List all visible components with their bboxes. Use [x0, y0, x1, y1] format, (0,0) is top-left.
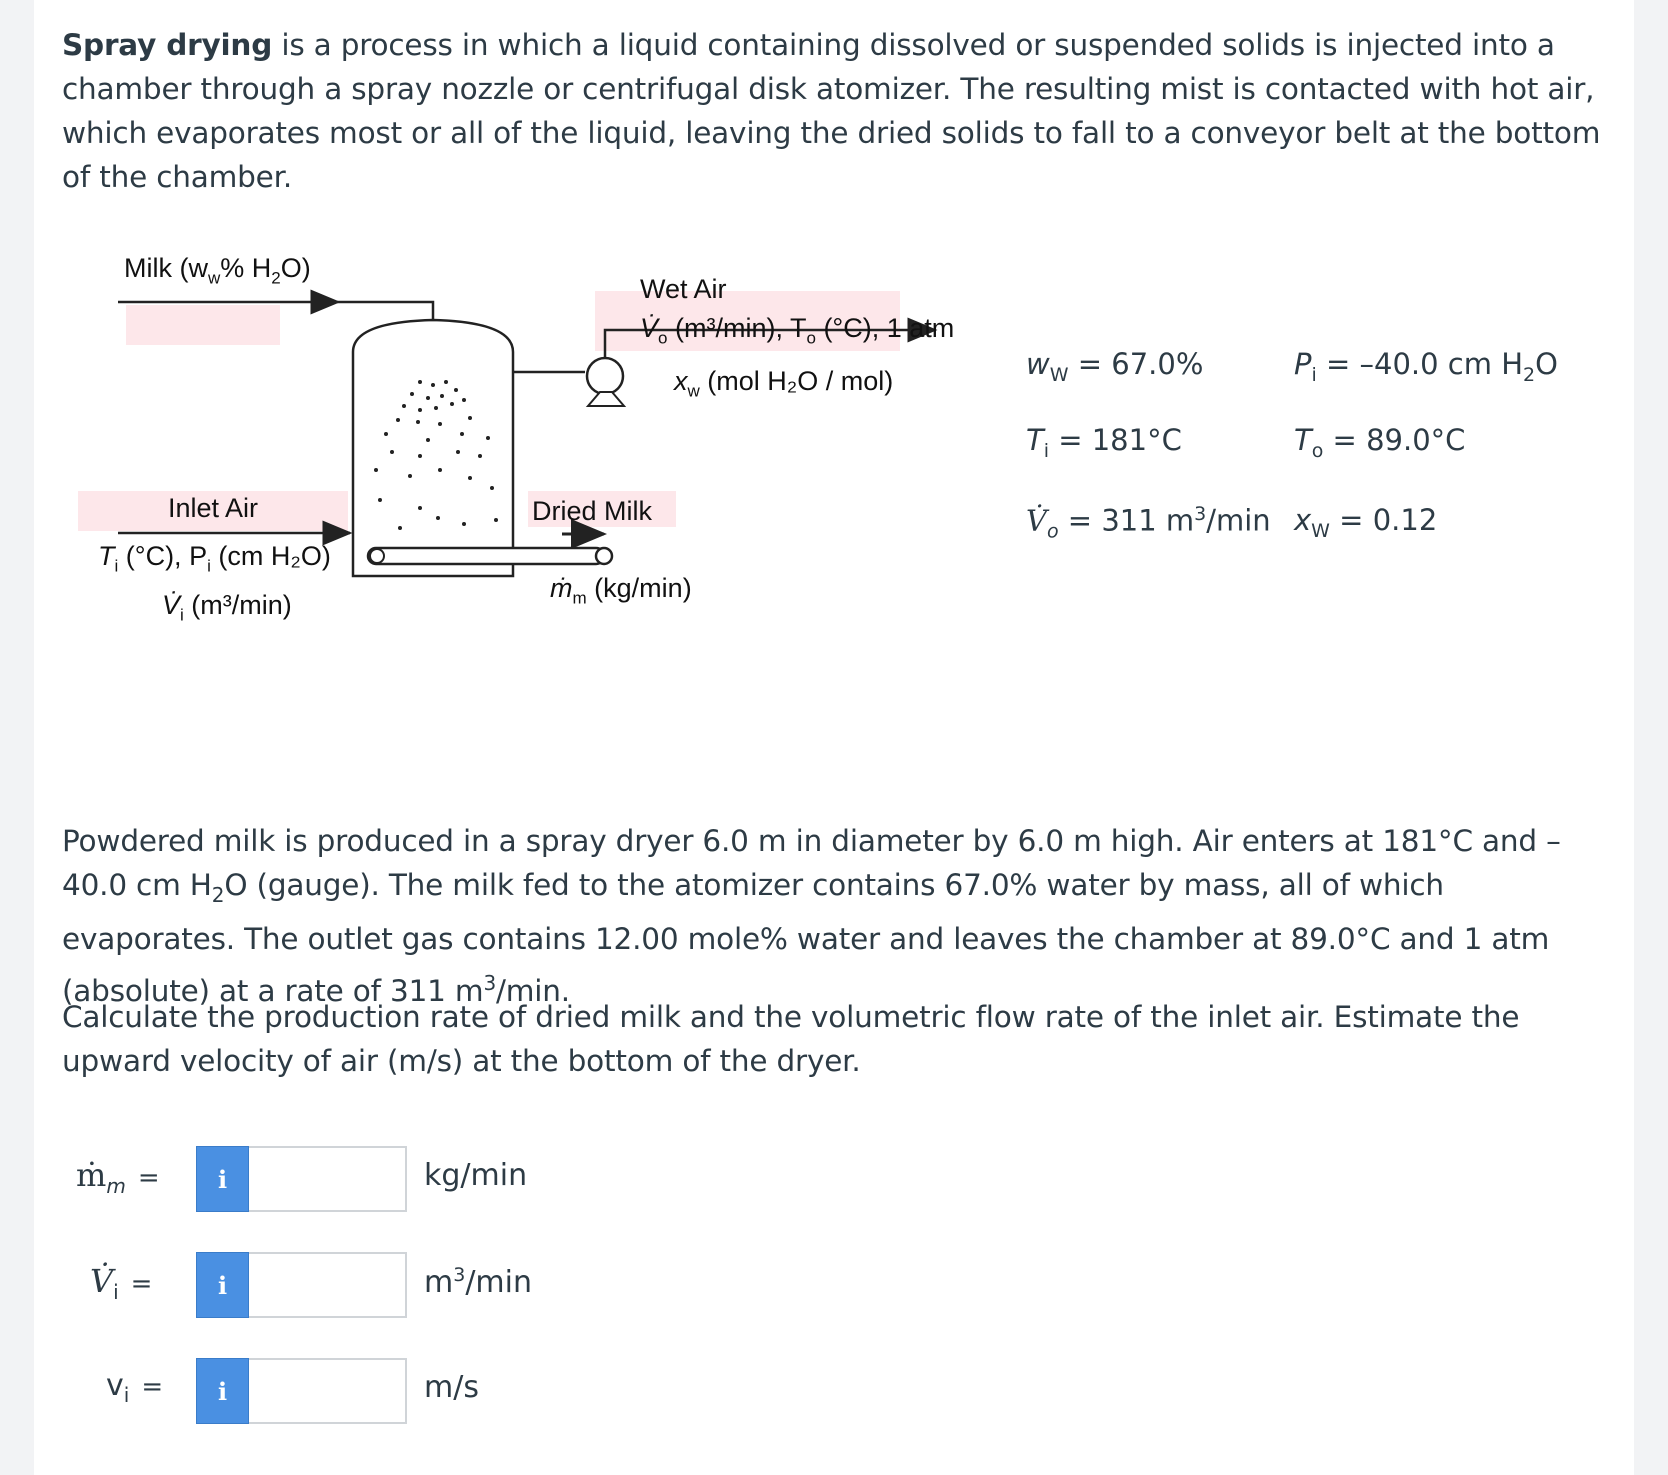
answer-label: $V̇_i$ =: [90, 1262, 153, 1304]
dried-milk-label: Dried Milk: [532, 496, 653, 526]
answer-label: $v_i$ =: [106, 1368, 164, 1407]
answer-input-mm[interactable]: [249, 1146, 407, 1212]
info-button[interactable]: i: [196, 1146, 249, 1212]
answer-unit: m/s: [424, 1370, 479, 1405]
dried-milk-rate-label: ṁ$_m$ (kg/min): [550, 573, 692, 608]
given-ti: $T_i = 181^\circ C$: [1026, 423, 1182, 462]
given-vo: $V̇_o = 311$ $m^3/\min$: [1026, 503, 1271, 543]
inlet-air-flow-label: $V̇_i$ (m³/min): [162, 590, 292, 625]
inlet-air-conditions-label: $T_i$ (°C), $P_i$ (cm H₂O): [98, 541, 331, 576]
wet-air-flow-label: $V̇_o$ (m³/min), $T_o$ (°C), 1 atm: [640, 313, 955, 348]
info-button[interactable]: i: [196, 1358, 249, 1424]
intro-text: is a process in which a liquid containing dissolved or suspended solids is injected into a chamber through a spray nozzle or centrifugal disk atomizer. The resulting mist is contacted with hot air, which evaporates most or all of the liquid, leaving the dried solids to fall to a conveyor belt at the bottom of the chamber.: [62, 28, 1601, 194]
answer-label: ṁ$_m$ =: [76, 1156, 160, 1198]
wet-air-label: Wet Air: [640, 274, 727, 304]
intro-term: Spray drying: [62, 28, 273, 62]
given-pi: $P_i = -40.0$ cm $H_2O$: [1294, 347, 1558, 386]
given-ww: $w_W = 67.0\%$: [1026, 347, 1204, 386]
milk-label: Milk ($w_w\%$ $H_2O$): [124, 253, 311, 288]
answer-input-vi-velocity[interactable]: [249, 1358, 407, 1424]
inlet-air-label: Inlet Air: [168, 493, 259, 523]
problem-statement: Powdered milk is produced in a spray dryer 6.0 m in diameter by 6.0 m high. Air enters at 181°C and –40.0 cm $H_2O$ (gauge). The milk fed to the atomizer contains 67.0% water by mass, all of which evaporates. The outlet gas contains 12.00 mole% water and leaves the chamber at 89.0°C and 1 atm (absolute) at a rate of 311 $m^3/\min$.: [62, 824, 1561, 1008]
given-xw: $x_W = 0.12$: [1294, 503, 1438, 542]
answer-unit: $m^3/\min$: [424, 1264, 533, 1300]
fan-icon: [587, 358, 623, 394]
answer-row-mm: [0, 1146, 700, 1212]
conveyor-belt: [368, 548, 604, 564]
answer-input-vi-flow[interactable]: [249, 1252, 407, 1318]
given-to: $T_o = 89.0^\circ C$: [1294, 423, 1466, 462]
dryer-vessel: [353, 320, 513, 576]
task-statement: Calculate the production rate of dried milk and the volumetric flow rate of the inlet air. Estimate the upward velocity of air (m/s) at the bottom of the dryer.: [62, 1000, 1520, 1078]
answer-unit: kg/min: [424, 1158, 528, 1193]
answer-row-vi-flow: [0, 1252, 700, 1318]
answer-row-vi-velocity: [0, 1358, 700, 1424]
info-button[interactable]: i: [196, 1252, 249, 1318]
wet-air-xw-label: $x_w$ (mol H₂O / mol): [674, 366, 894, 401]
